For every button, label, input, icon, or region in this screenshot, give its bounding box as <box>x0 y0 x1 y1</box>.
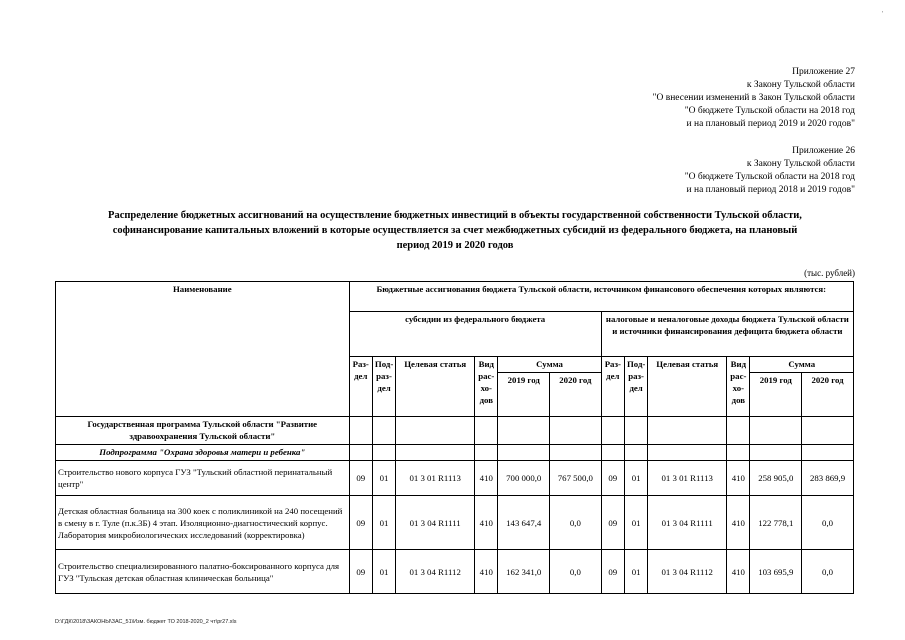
header-year-2019: 2019 год <box>498 373 550 417</box>
corner-mark: ' <box>881 10 883 18</box>
object-name: Детская областная больница на 300 коек с поликлиникой на 240 посещений в смену в г. Туле (п.к.3Б) 4 этап. Изоляционно-диагностический корпус. Лаборатория микробиологических исследований (корректировка) <box>56 496 350 550</box>
header-regional: налоговые и неналоговые доходы бюджета Тульской области и источники финансирования дефицита бюджета области <box>601 312 853 357</box>
cell-2019: 122 778,1 <box>750 496 802 550</box>
document-title <box>40 208 870 253</box>
cell-2020: 0,0 <box>550 496 602 550</box>
header-summa: Сумма <box>750 357 854 373</box>
header-year-2019: 2019 год <box>750 373 802 417</box>
cell-2020: 283 869,9 <box>802 461 854 496</box>
header-vid: Вид рас-хо-дов <box>475 357 498 417</box>
appendix-27-line: "О внесении изменений в Закон Тульской области <box>652 93 855 103</box>
cell-2020: 767 500,0 <box>550 461 602 496</box>
header-target: Целевая статья <box>648 357 727 417</box>
cell-2019: 103 695,9 <box>750 550 802 594</box>
cell-razdel: 09 <box>601 550 624 594</box>
cell-vid: 410 <box>475 550 498 594</box>
cell-podrazdel: 01 <box>624 550 647 594</box>
cell-razdel: 09 <box>349 550 372 594</box>
header-year-2020: 2020 год <box>550 373 602 417</box>
header-year-2020: 2020 год <box>802 373 854 417</box>
header-razdel: Раз-дел <box>601 357 624 417</box>
header-razdel: Раз-дел <box>349 357 372 417</box>
table-row <box>56 461 854 496</box>
cell-podrazdel: 01 <box>624 496 647 550</box>
cell-target: 01 3 04 R1112 <box>396 550 475 594</box>
cell-razdel: 09 <box>349 461 372 496</box>
subprogram-row <box>56 445 854 461</box>
units-label: (тыс. рублей) <box>804 268 855 278</box>
cell-podrazdel: 01 <box>372 461 395 496</box>
cell-target: 01 3 04 R1111 <box>648 496 727 550</box>
cell-razdel: 09 <box>601 461 624 496</box>
table-row <box>56 496 854 550</box>
program-row <box>56 417 854 445</box>
cell-2019: 162 341,0 <box>498 550 550 594</box>
cell-2019: 258 905,0 <box>750 461 802 496</box>
cell-target: 01 3 04 R1111 <box>396 496 475 550</box>
title-line: софинансирование капитальных вложений в которые осуществляется за счет межбюджетных субсидий из федерального бюджета, на плановый <box>112 225 798 236</box>
cell-2019: 700 000,0 <box>498 461 550 496</box>
cell-vid: 410 <box>475 461 498 496</box>
appendix-26-header <box>685 145 855 197</box>
appendix-27-line: "О бюджете Тульской области на 2018 год <box>684 106 855 116</box>
appendix-26-line: "О бюджете Тульской области на 2018 год <box>684 172 855 182</box>
cell-razdel: 09 <box>601 496 624 550</box>
cell-razdel: 09 <box>349 496 372 550</box>
header-summa: Сумма <box>498 357 601 373</box>
budget-table <box>55 281 854 594</box>
appendix-26-line: к Закону Тульской области <box>746 159 855 169</box>
cell-vid: 410 <box>475 496 498 550</box>
appendix-27-line: к Закону Тульской области <box>746 80 855 90</box>
cell-podrazdel: 01 <box>372 550 395 594</box>
program-name: Государственная программа Тульской области "Развитие здравоохранения Тульской области" <box>56 417 350 445</box>
cell-target: 01 3 01 R1113 <box>396 461 475 496</box>
header-podrazdel: Под-раз-дел <box>624 357 647 417</box>
appendix-26-line: и на плановый период 2018 и 2019 годов" <box>686 185 855 195</box>
appendix-26-line: Приложение 26 <box>792 146 855 156</box>
cell-podrazdel: 01 <box>372 496 395 550</box>
cell-2019: 143 647,4 <box>498 496 550 550</box>
subprogram-name: Подпрограмма "Охрана здоровья матери и ребенка" <box>56 445 350 461</box>
cell-podrazdel: 01 <box>624 461 647 496</box>
cell-2020: 0,0 <box>802 550 854 594</box>
header-vid: Вид рас-хо-дов <box>727 357 750 417</box>
header-podrazdel: Под-раз-дел <box>372 357 395 417</box>
table-row <box>56 550 854 594</box>
title-line: период 2019 и 2020 годов <box>396 240 514 251</box>
cell-vid: 410 <box>727 461 750 496</box>
cell-vid: 410 <box>727 550 750 594</box>
header-name: Наименование <box>56 282 350 417</box>
header-budget-group: Бюджетные ассигнования бюджета Тульской области, источником финансового обеспечения которых являются: <box>349 282 853 312</box>
header-target: Целевая статья <box>396 357 475 417</box>
cell-target: 01 3 01 R1113 <box>648 461 727 496</box>
file-path-footer: D:\ГДК\2018\ЗАКОНЫ\ЗАС_51\Изм. бюджет ТО 2018-2020_2 чт\pr27.xls <box>55 619 237 625</box>
object-name: Строительство специализированного палатно-боксированного корпуса для ГУЗ "Тульская детская областная клиническая больница" <box>56 550 350 594</box>
cell-2020: 0,0 <box>802 496 854 550</box>
appendix-27-header <box>653 66 855 131</box>
cell-target: 01 3 04 R1112 <box>648 550 727 594</box>
appendix-27-line: Приложение 27 <box>792 67 855 77</box>
header-federal: субсидии из федерального бюджета <box>349 312 601 357</box>
cell-vid: 410 <box>727 496 750 550</box>
title-line: Распределение бюджетных ассигнований на осуществление бюджетных инвестиций в объекты государственной собственности Тульской области, <box>108 210 802 221</box>
appendix-27-line: и на плановый период 2019 и 2020 годов" <box>686 119 855 129</box>
object-name: Строительство нового корпуса ГУЗ "Тульский областной перинатальный центр" <box>56 461 350 496</box>
cell-2020: 0,0 <box>550 550 602 594</box>
